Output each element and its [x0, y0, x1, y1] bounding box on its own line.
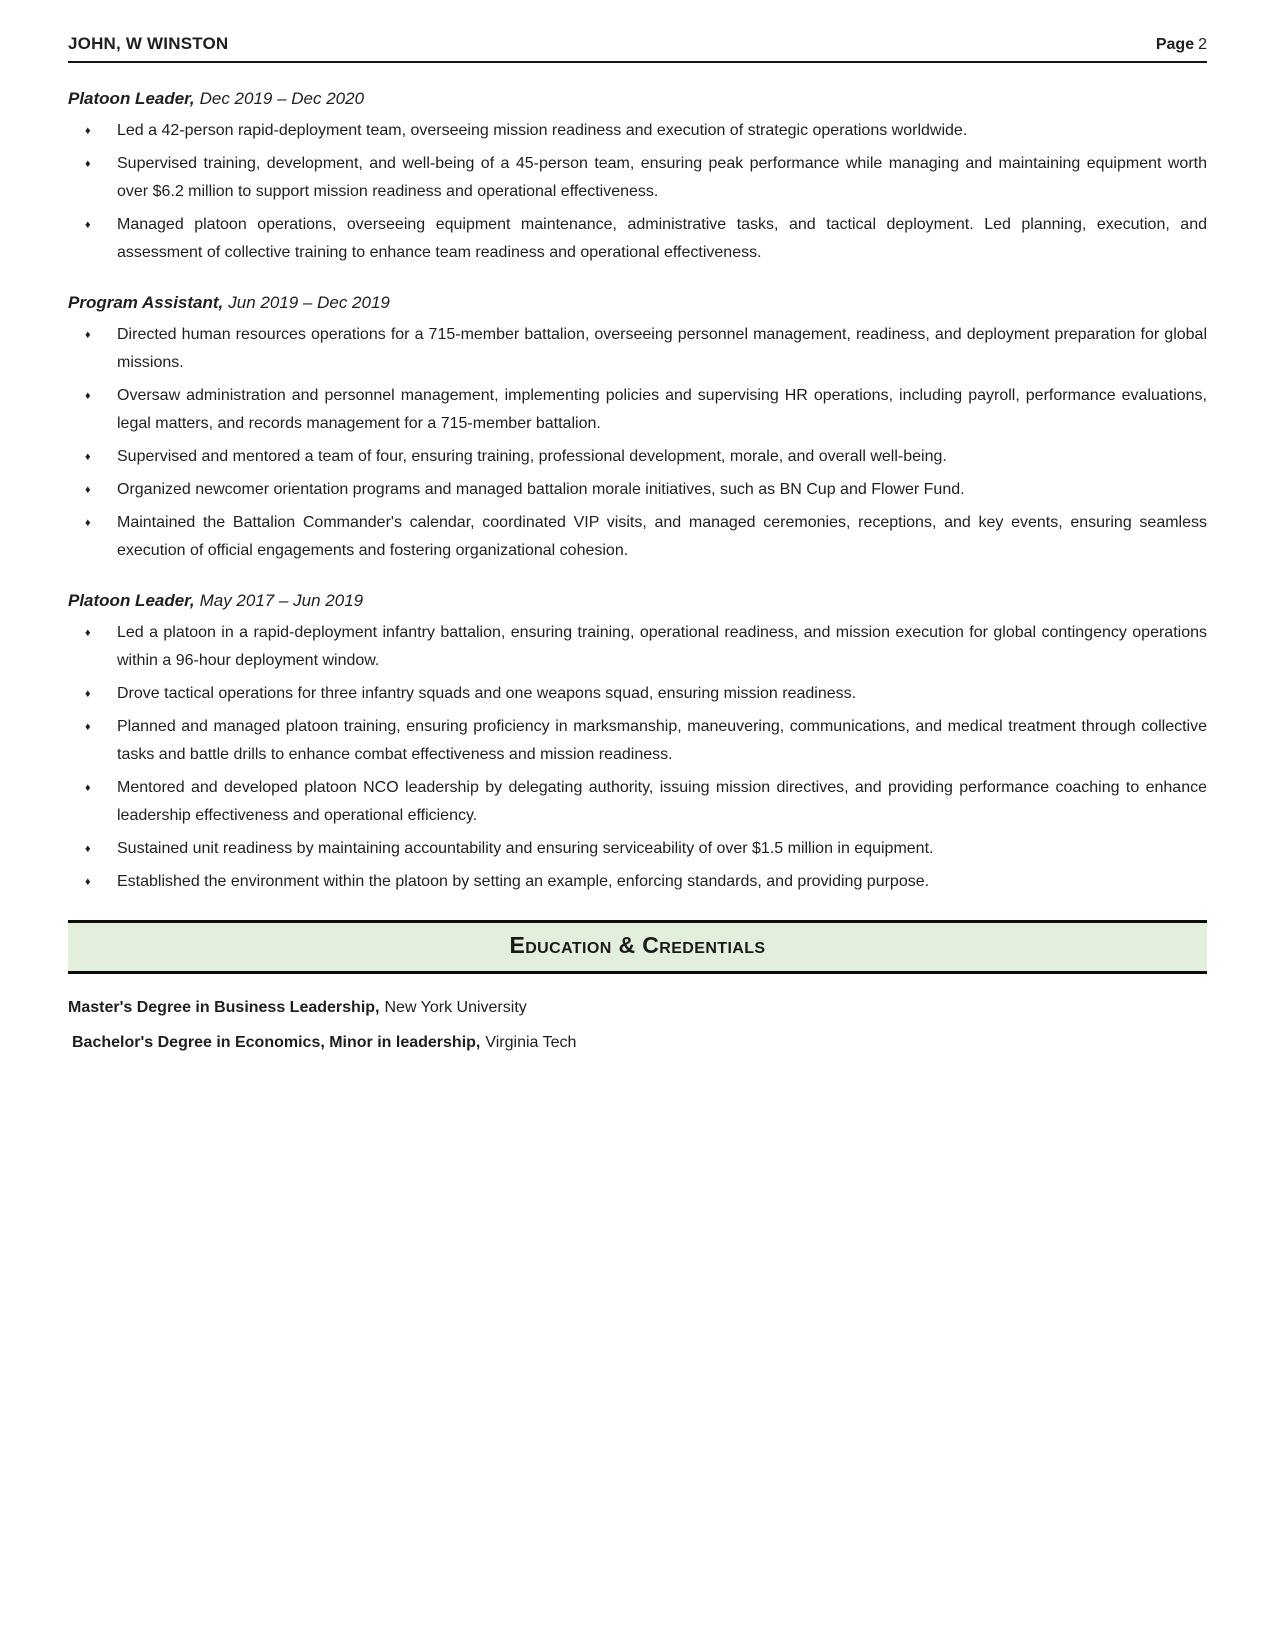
bullet-item: [68, 117, 1207, 145]
bullet-text: Supervised training, development, and well-being of a 45-person team, ensuring peak performance while managing and maintaining equipment worth over $6.2 million to support mission readiness and operational effectiveness.: [117, 155, 1207, 200]
education-entry: [68, 998, 1207, 1018]
bullet-item: [68, 835, 1207, 863]
bullet-text: Oversaw administration and personnel management, implementing policies and supervising HR operations, including payroll, performance evaluations, legal matters, and records management for a 715-member battalion.: [117, 387, 1207, 432]
diamond-bullet-icon: ♦: [85, 843, 91, 855]
job-title: Platoon Leader,: [68, 591, 195, 610]
bullet-text: Drove tactical operations for three infantry squads and one weapons squad, ensuring mission readiness.: [117, 685, 857, 702]
job-heading: [68, 292, 1207, 314]
diamond-bullet-icon: ♦: [85, 329, 91, 341]
bullet-text: Mentored and developed platoon NCO leadership by delegating authority, issuing mission directives, and providing performance coaching to enhance leadership effectiveness and operational efficiency.: [117, 779, 1207, 824]
bullet-text: Established the environment within the platoon by setting an example, enforcing standards, and providing purpose.: [117, 873, 930, 890]
bullet-text: Led a platoon in a rapid-deployment infantry battalion, ensuring training, operational readiness, and mission execution for global contingency operations within a 96-hour deployment window.: [117, 624, 1207, 669]
diamond-bullet-icon: ♦: [85, 219, 91, 231]
diamond-bullet-icon: ♦: [85, 484, 91, 496]
bullet-item: [68, 476, 1207, 504]
bullet-item: [68, 382, 1207, 438]
diamond-bullet-icon: ♦: [85, 517, 91, 529]
diamond-bullet-icon: ♦: [85, 688, 91, 700]
bullet-text: Directed human resources operations for a 715-member battalion, overseeing personnel management, readiness, and deployment preparation for global missions.: [117, 326, 1207, 371]
candidate-name: JOHN, W WINSTON: [68, 34, 229, 53]
diamond-bullet-icon: ♦: [85, 876, 91, 888]
job-bullet-list: [68, 321, 1207, 565]
job-title: Platoon Leader,: [68, 89, 195, 108]
diamond-bullet-icon: ♦: [85, 627, 91, 639]
bullet-item: [68, 868, 1207, 896]
page-header: [68, 34, 1207, 63]
degree-name: Bachelor's Degree in Economics, Minor in leadership,: [72, 1034, 481, 1051]
bullet-text: Planned and managed platoon training, ensuring proficiency in marksmanship, maneuvering, communications, and medical treatment through collective tasks and battle drills to enhance combat effectiveness and mission readiness.: [117, 718, 1207, 763]
diamond-bullet-icon: ♦: [85, 158, 91, 170]
education-section-banner: [68, 920, 1207, 974]
job-bullet-list: [68, 619, 1207, 896]
job-dates: Jun 2019 – Dec 2019: [228, 293, 390, 312]
bullet-item: [68, 150, 1207, 206]
job-bullet-list: [68, 117, 1207, 267]
job-dates: May 2017 – Jun 2019: [199, 591, 364, 610]
bullet-text: Organized newcomer orientation programs and managed battalion morale initiatives, such as BN Cup and Flower Fund.: [117, 481, 965, 498]
bullet-text: Supervised and mentored a team of four, ensuring training, professional development, morale, and overall well-being.: [117, 448, 947, 465]
bullet-text: Sustained unit readiness by maintaining accountability and ensuring serviceability of over $1.5 million in equipment.: [117, 840, 934, 857]
bullet-item: [68, 680, 1207, 708]
diamond-bullet-icon: ♦: [85, 125, 91, 137]
bullet-item: [68, 774, 1207, 830]
education-entry: [68, 1033, 1207, 1053]
bullet-item: [68, 509, 1207, 565]
job-heading: [68, 590, 1207, 612]
diamond-bullet-icon: ♦: [85, 390, 91, 402]
job-title: Program Assistant,: [68, 293, 224, 312]
page-number-label: [1156, 36, 1207, 54]
diamond-bullet-icon: ♦: [85, 782, 91, 794]
page-number: 2: [1198, 36, 1207, 53]
education-section-title: Education & Credentials: [509, 932, 766, 958]
bullet-text: Managed platoon operations, overseeing equipment maintenance, administrative tasks, and tactical deployment. Led planning, execution, and assessment of collective training to enhance team readiness and operational effectiveness.: [117, 216, 1207, 261]
bullet-item: [68, 619, 1207, 675]
page-word: Page: [1155, 36, 1195, 53]
degree-name: Master's Degree in Business Leadership,: [68, 999, 380, 1016]
job-dates: Dec 2019 – Dec 2020: [199, 89, 365, 108]
job-heading: [68, 88, 1207, 110]
bullet-item: [68, 443, 1207, 471]
school-name: New York University: [384, 999, 527, 1016]
bullet-text: Maintained the Battalion Commander's calendar, coordinated VIP visits, and managed ceremonies, receptions, and key events, ensuring seamless execution of official engagements and fostering organizational cohesion.: [117, 514, 1207, 559]
diamond-bullet-icon: ♦: [85, 721, 91, 733]
bullet-item: [68, 211, 1207, 267]
diamond-bullet-icon: ♦: [85, 451, 91, 463]
bullet-text: Led a 42-person rapid-deployment team, overseeing mission readiness and execution of strategic operations worldwide.: [117, 122, 968, 139]
school-name: Virginia Tech: [485, 1034, 577, 1051]
bullet-item: [68, 713, 1207, 769]
bullet-item: [68, 321, 1207, 377]
